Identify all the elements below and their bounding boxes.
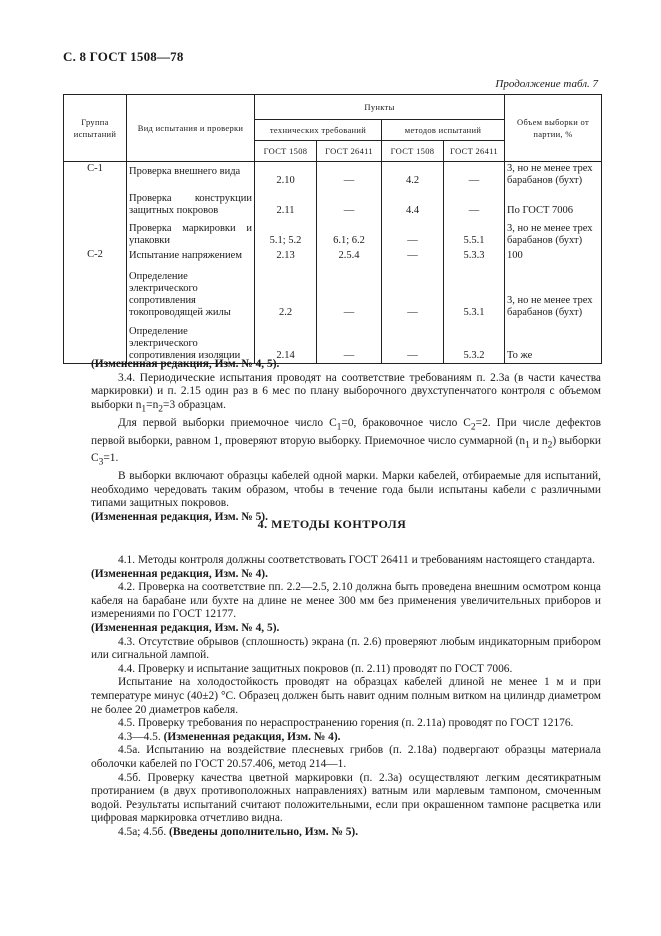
header-type: Вид испытания и проверки xyxy=(127,95,255,162)
text: Для первой выборки приемочное число C xyxy=(118,416,337,429)
cell-method-26411: 5.5.1 xyxy=(444,218,505,248)
cell-group xyxy=(64,320,127,364)
header-gost26411-methods: ГОСТ 26411 xyxy=(444,141,505,162)
section-3-continuation xyxy=(91,358,601,525)
cell-tech-1508: 2.10 xyxy=(255,162,317,189)
text: 4.5а; 4.5б. xyxy=(118,825,170,838)
header-methods: методов испытаний xyxy=(382,120,505,141)
cell-group xyxy=(64,218,127,248)
cell-tech-1508: 2.14 xyxy=(255,320,317,364)
edit-note-4-5a-4-5b xyxy=(91,826,601,840)
header-gost1508-methods: ГОСТ 1508 xyxy=(382,141,444,162)
paragraph-4-5: 4.5. Проверку требования по нераспространению горения (п. 2.11а) проводят по ГОСТ 12176. xyxy=(118,717,574,730)
paragraph-4-5a: 4.5а. Испытанию на воздействие плесневых грибов (п. 2.18а) подвергают образцы материала оболочки кабелей по ГОСТ 20.57.406, метод 214—1. xyxy=(91,744,601,770)
cell-method-1508: 4.2 xyxy=(382,162,444,189)
edit-note: (Измененная редакция, Изм. № 4). xyxy=(163,730,341,743)
cell-method-26411: — xyxy=(444,188,505,218)
cell-volume: То же xyxy=(505,320,602,364)
page-header: С. 8 ГОСТ 1508—78 xyxy=(63,49,184,64)
cell-volume: По ГОСТ 7006 xyxy=(505,188,602,218)
cell-tech-26411: — xyxy=(317,162,382,189)
paragraph-4-2: 4.2. Проверка на соответствие пп. 2.2—2.5, 2.10 должна быть проведена внешним осмотром конца кабеля на барабане или бухте на длине не менее 300 мм без применения увеличительных приборов и измерениями по ГОСТ 12177. xyxy=(91,581,601,621)
subscript: 3 xyxy=(98,457,104,468)
subscript: 1 xyxy=(141,404,147,415)
text: и n xyxy=(529,434,548,447)
table-7 xyxy=(63,94,602,364)
header-volume: Объем выборки от партии, % xyxy=(505,95,602,162)
cell-tech-1508: 2.2 xyxy=(255,263,317,320)
header-gost26411-tech: ГОСТ 26411 xyxy=(317,141,382,162)
cell-name: Проверка внешнего вида xyxy=(127,162,255,189)
cell-method-26411: 5.3.1 xyxy=(444,263,505,320)
paragraph-3-4 xyxy=(91,372,601,417)
cell-method-1508: — xyxy=(382,218,444,248)
header-group: Группа испытаний xyxy=(64,95,127,162)
edit-note: (Введены дополнительно, Изм. № 5). xyxy=(169,825,359,838)
cell-name: Проверка конструкции защитных покровов xyxy=(127,188,255,218)
cell-method-1508: — xyxy=(382,248,444,263)
cell-method-1508: — xyxy=(382,263,444,320)
cell-tech-1508: 2.13 xyxy=(255,248,317,263)
text: =3 образцам. xyxy=(163,398,226,411)
cell-tech-26411: 2.5.4 xyxy=(317,248,382,263)
cell-volume: 3, но не менее трех барабанов (бухт) xyxy=(505,162,602,189)
text: =2. При числе дефектов первой выборки, равном 1, проверяют вторую выборку. Приемочное число суммарной (n xyxy=(91,416,602,447)
header-tech: технических требований xyxy=(255,120,382,141)
subscript: 2 xyxy=(470,421,476,432)
paragraph-samples: В выборки включают образцы кабелей одной марки. Марки кабелей, отбираемые для испытаний, необходимо чередовать таким образом, чтобы в течение года были испытаны кабели с различными типами защитных покровов. xyxy=(91,470,601,510)
section-4-title: 4. МЕТОДЫ КОНТРОЛЯ xyxy=(257,517,407,531)
edit-note: (Измененная редакция, Изм. № 4, 5). xyxy=(91,358,280,370)
header-points: Пункты xyxy=(255,95,505,120)
subscript: 2 xyxy=(158,404,164,415)
table-row xyxy=(64,248,602,263)
cell-method-1508: — xyxy=(382,320,444,364)
table-row xyxy=(64,320,602,364)
cell-group: С-2 xyxy=(64,248,127,263)
cell-tech-1508: 5.1; 5.2 xyxy=(255,218,317,248)
paragraph-4-5b: 4.5б. Проверку качества цветной маркировки (п. 2.3а) осуществляют легким десятикратным протиранием (в двух противоположных направлениях) ватным или марлевым тампоном, смоченным водой. Результаты испытаний считают положительными, если при окрашенном тампоне расцветка или цифровая маркировка отчетливо видна. xyxy=(91,771,601,825)
cell-tech-26411: — xyxy=(317,263,382,320)
cell-name: Проверка маркировки и упаковки xyxy=(127,218,255,248)
text: ) выборки C xyxy=(91,434,601,465)
cell-group xyxy=(64,263,127,320)
paragraph-4-4: 4.4. Проверку и испытание защитных покровов (п. 2.11) проводят по ГОСТ 7006. xyxy=(118,662,513,675)
cell-method-26411: 5.3.3 xyxy=(444,248,505,263)
cell-name: Определение электрического сопротивления изоляции xyxy=(127,320,255,364)
edit-note-4-3-4-5 xyxy=(91,731,601,745)
text: 4.3—4.5. xyxy=(118,730,164,743)
edit-note: (Измененная редакция, Изм. № 5). xyxy=(91,511,268,524)
cell-volume: 100 xyxy=(505,248,602,263)
text: =1. xyxy=(103,452,119,465)
paragraph-4-4-cold: Испытание на холодостойкость проводят на образцах кабелей длиной не менее 1 м и при температуре минус (40±2) °С. Образец должен быть навит одним полным витком на цилиндр диаметром не более 20 диаметров кабеля. xyxy=(91,676,601,716)
subscript: 2 xyxy=(547,439,553,450)
header-gost1508-tech: ГОСТ 1508 xyxy=(255,141,317,162)
paragraph-4-1: 4.1. Методы контроля должны соответствовать ГОСТ 26411 и требованиям настоящего стандарта. xyxy=(118,554,595,566)
cell-name: Испытание напряжением xyxy=(127,248,255,263)
text: =0, браковочное число C xyxy=(341,416,471,429)
section-4-body xyxy=(91,548,601,839)
table-row xyxy=(64,188,602,218)
cell-method-26411: 5.3.2 xyxy=(444,320,505,364)
cell-tech-1508: 2.11 xyxy=(255,188,317,218)
cell-tech-26411: — xyxy=(317,188,382,218)
cell-volume: 3, но не менее трех барабанов (бухт) xyxy=(505,263,602,320)
text: =n xyxy=(146,398,159,411)
subscript: 1 xyxy=(336,421,342,432)
edit-note: (Измененная редакция, Изм. № 4, 5). xyxy=(91,621,280,634)
cell-method-26411: — xyxy=(444,162,505,189)
cell-group xyxy=(64,188,127,218)
paragraph-first-sample xyxy=(91,417,601,471)
cell-name: Определение электрического сопротивления токопроводящей жилы xyxy=(127,263,255,320)
table-continuation-label: Продолжение табл. 7 xyxy=(495,78,598,90)
cell-tech-26411: 6.1; 6.2 xyxy=(317,218,382,248)
table-row xyxy=(64,263,602,320)
edit-note: (Измененная редакция, Изм. № 4). xyxy=(91,567,268,580)
cell-volume: 3, но не менее трех барабанов (бухт) xyxy=(505,218,602,248)
paragraph-4-3: 4.3. Отсутствие обрывов (сплошность) экрана (п. 2.6) проверяют любым индикаторным прибором или сигнальной лампой. xyxy=(91,635,601,662)
cell-group: С-1 xyxy=(64,162,127,189)
table-row xyxy=(64,162,602,189)
cell-method-1508: 4.4 xyxy=(382,188,444,218)
subscript: 1 xyxy=(525,439,530,450)
table-row xyxy=(64,218,602,248)
cell-tech-26411: — xyxy=(317,320,382,364)
text: 3.4. Периодические испытания проводят на соответствие требованиям п. 2.3а (в части качества маркировки) и п. 2.15 один раз в 6 мес по плану выборочного двухступенчатого контроля с объемом выборки n xyxy=(91,371,601,411)
